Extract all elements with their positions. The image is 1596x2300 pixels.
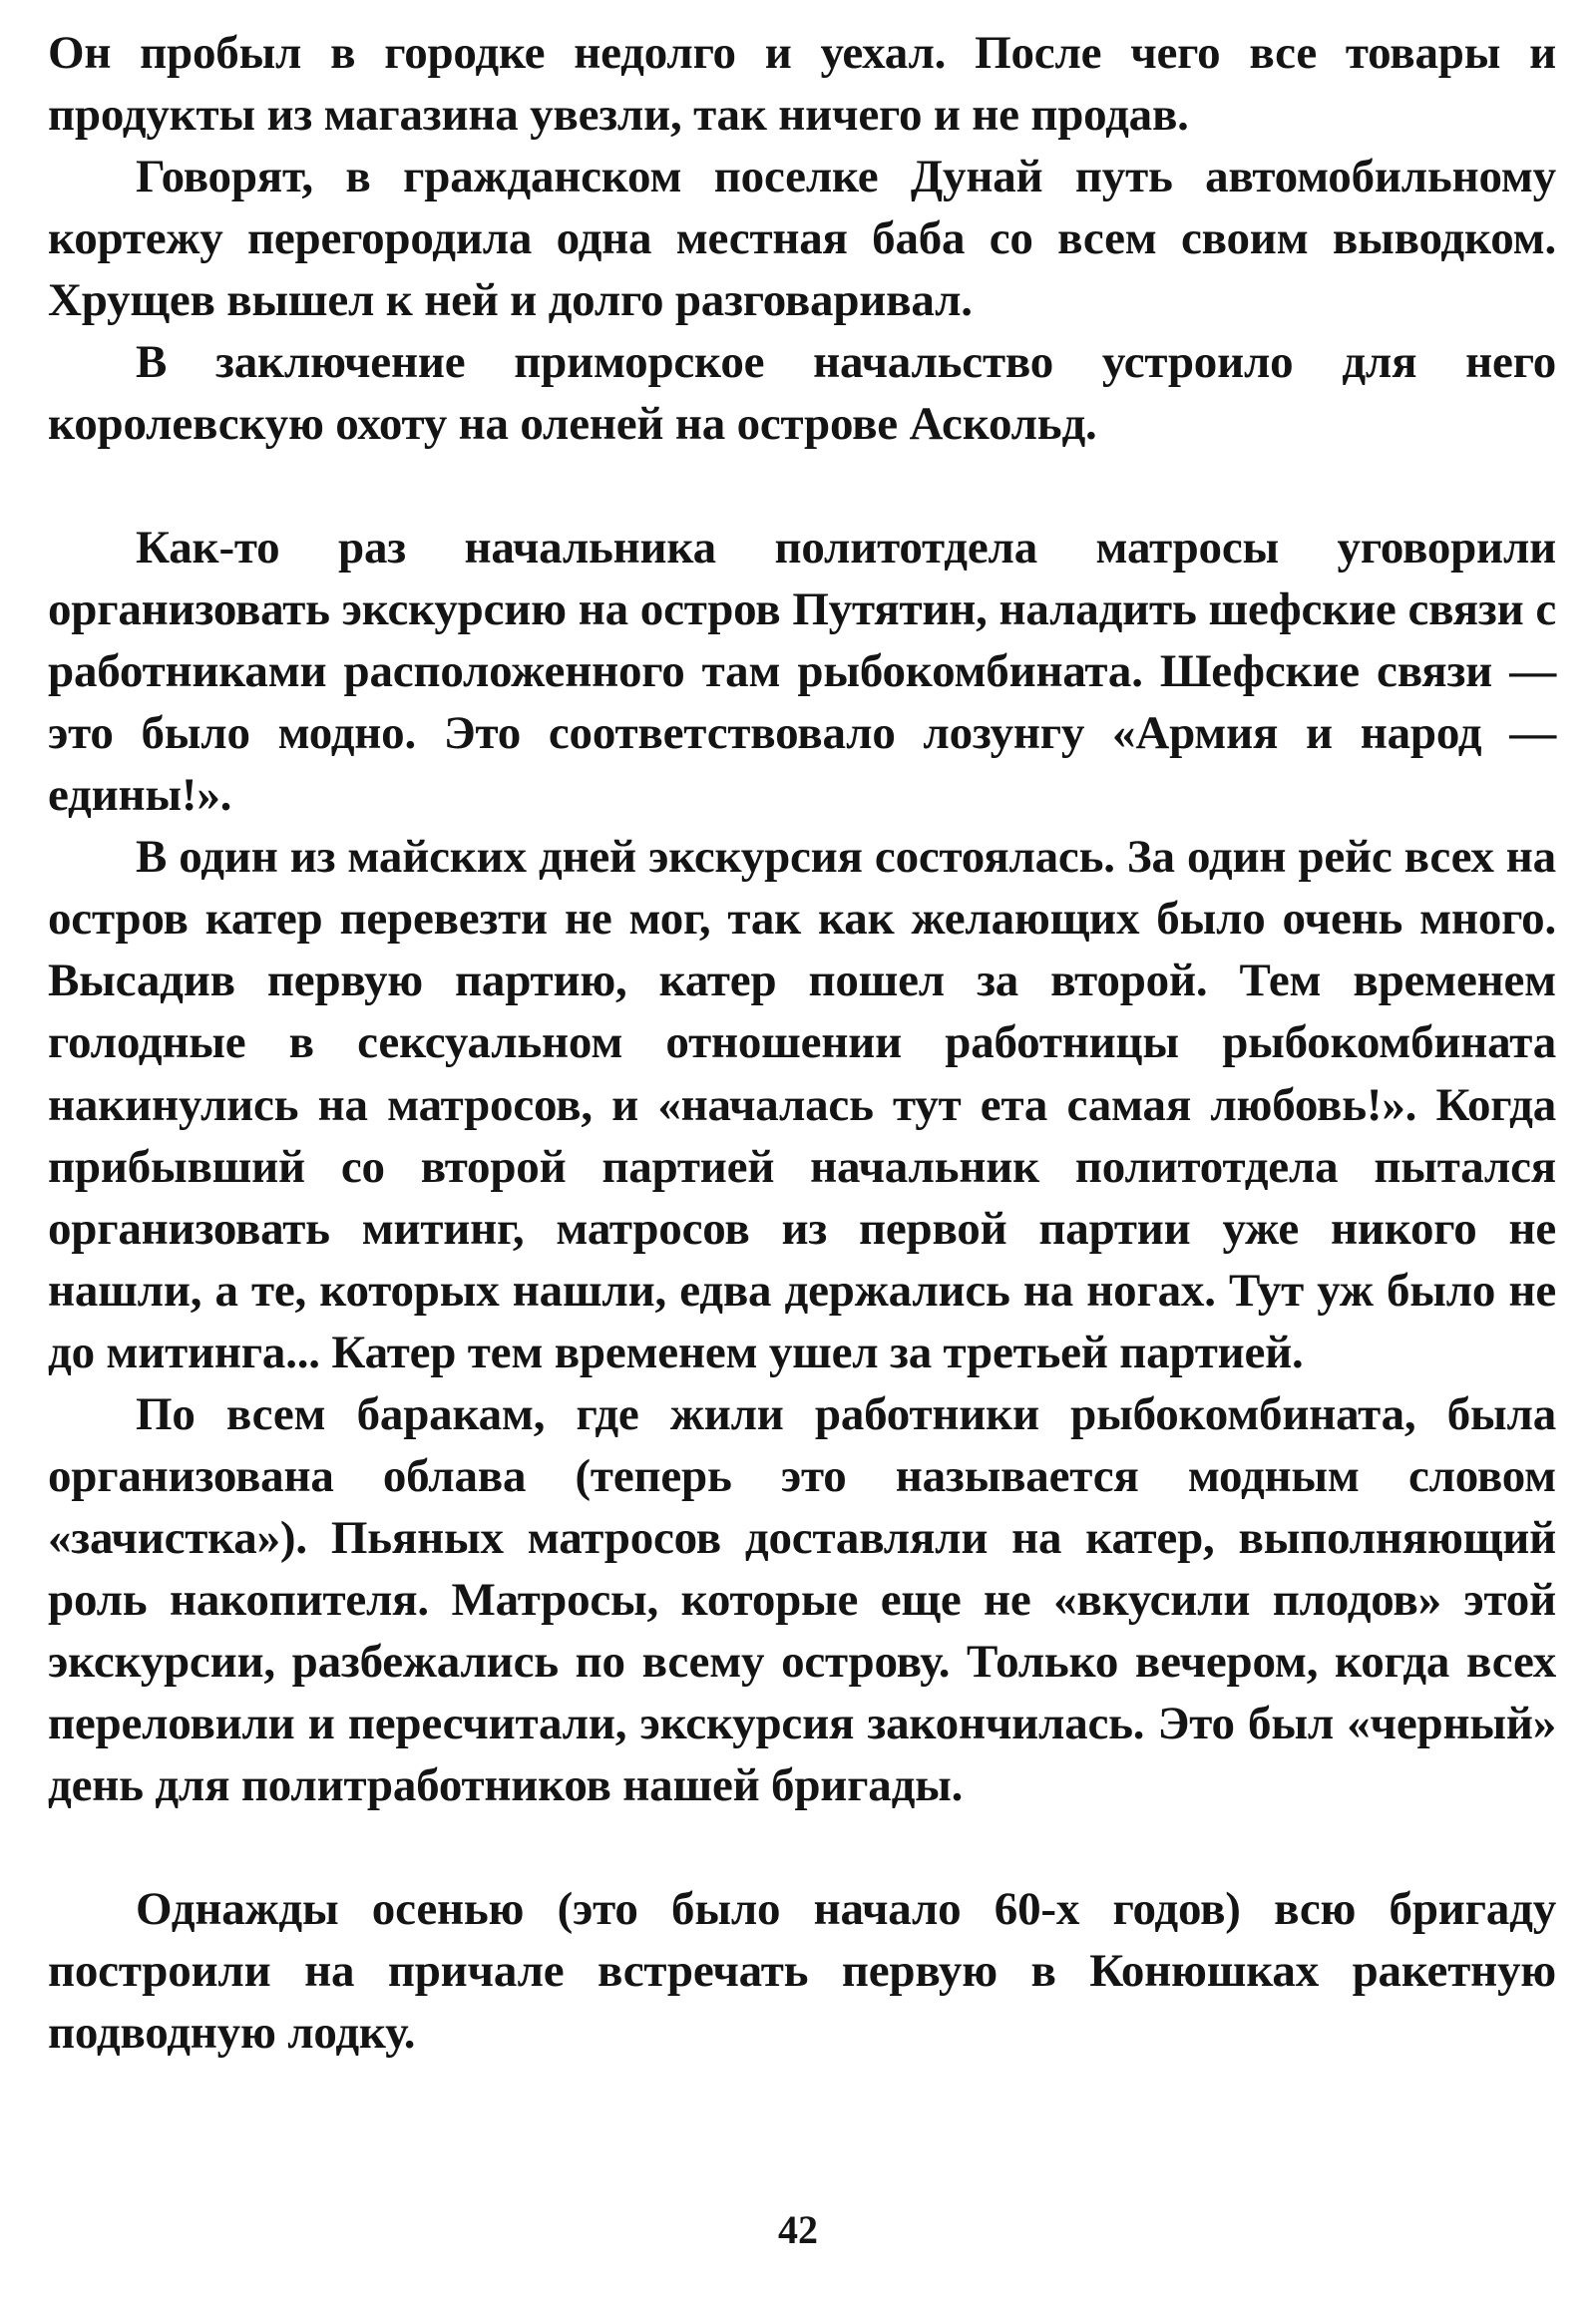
page-number: 42 xyxy=(778,2207,818,2252)
paragraph-7: Однажды осенью (это было начало 60-х годов) всю бригаду построили на причале встречать первую в Конюшках ракетную подводную лодку. xyxy=(48,1882,1556,2059)
paragraph-6: По всем баракам, где жили работники рыбокомбината, была организована облава (теперь это называется модным словом «зачистка»). Пьяных матросов доставляли на катер, выполняющий роль накопителя. Матросы, которые еще не «вкусили плодов» этой экскурсии, разбежались по всему острову. Только вечером, когда всех переловили и пересчитали, экскурсия закончилась. Это был «черный» день для политработников нашей бригады. xyxy=(48,1387,1556,1811)
paragraph-2: Говорят, в гражданском поселке Дунай путь автомобильному кортежу перегородила одна местная баба со всем своим выводком. Хрущев вышел к ней и долго разговаривал. xyxy=(48,151,1556,327)
paragraph-4: Как-то раз начальника политотдела матросы уговорили организовать экскурсию на остров Путятин, наладить шефские связи с работниками расположенного там рыбокомбината. Шефские связи — это было модно. Это соответствовало лозунгу «Армия и народ — едины!». xyxy=(48,522,1556,822)
body-text xyxy=(48,22,1556,2064)
paragraph-1: Он пробыл в городке недолго и уехал. После чего все товары и продукты из магазина увезли, так ничего и не продав. xyxy=(48,27,1556,142)
paragraph-5: В один из майских дней экскурсия состоялась. За один рейс всех на остров катер перевезти не мог, так как желающих было очень много. Высадив первую партию, катер пошел за второй. Тем временем голодные в сексуальном отношении работницы рыбокомбината накинулись на матросов, и «началась тут ета самая любовь!». Когда прибывший со второй партией начальник политотдела пытался организовать митинг, матросов из первой партии уже никого не нашли, а те, которых нашли, едва держались на ногах. Тут уж было не до митинга... Катер тем временем ушел за третьей партией. xyxy=(48,831,1556,1378)
paragraph-3: В заключение приморское начальство устроило для него королевскую охоту на оленей на острове Аскольд. xyxy=(48,336,1556,451)
